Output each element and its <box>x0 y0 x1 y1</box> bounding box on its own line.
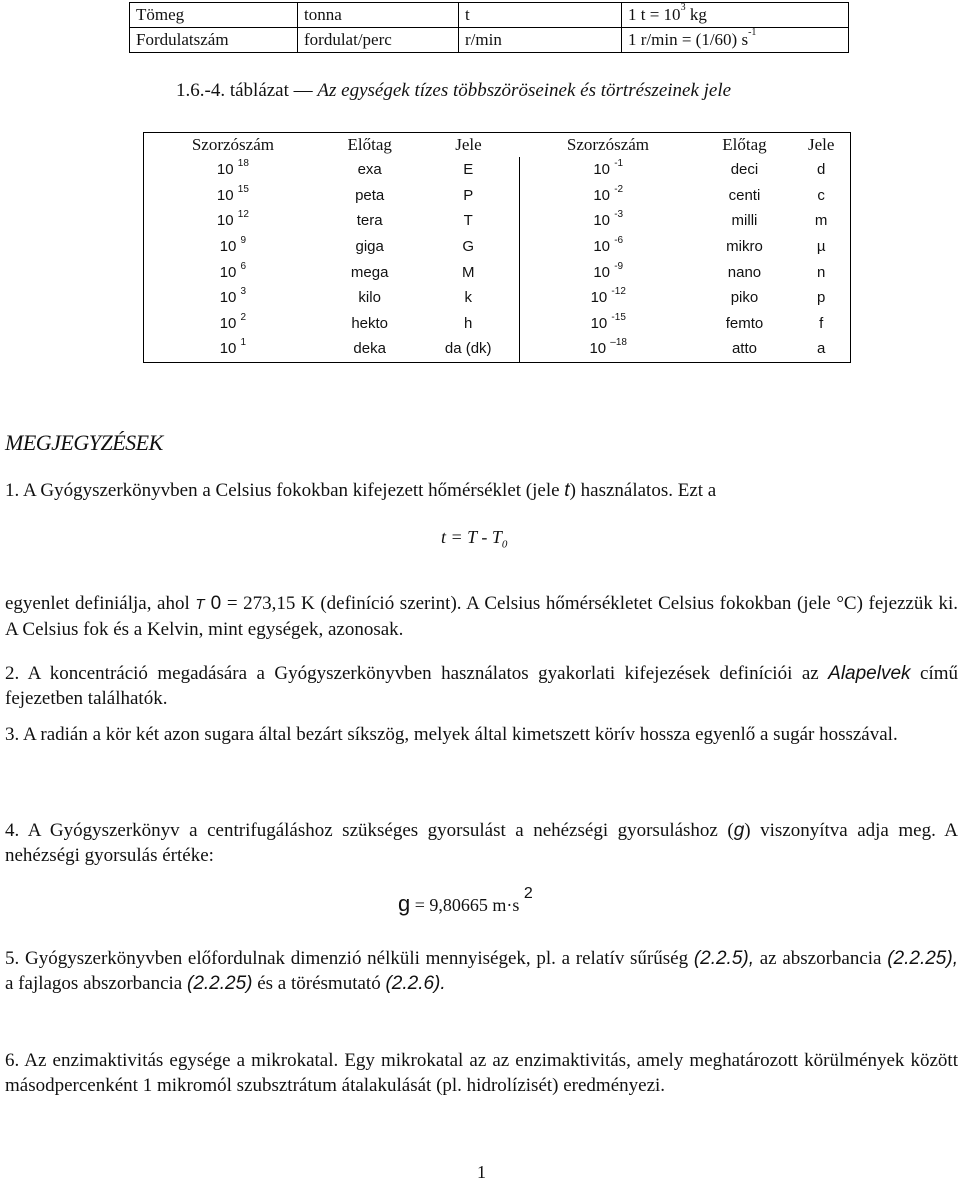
header-symbol: Jele <box>792 133 850 158</box>
prefix-name: femto <box>725 314 764 332</box>
note-1: 1. A Gyógyszerkönyvben a Celsius fokokban kifejezett hőmérséklet (jele t) használatos. Ezt a <box>5 480 717 501</box>
prefix-symbol: E <box>418 157 520 183</box>
prefix-symbol: da (dk) <box>418 336 520 362</box>
note-1-continued: egyenlet definiálja, ahol T 0 = 273,15 K (definíció szerint). A Celsius hőmérsékletet Celsius fokokban (jele °C) fejezzük ki. A Celsius fok és a Kelvin, mint egységek, azonosak. <box>5 593 958 640</box>
note-4: 4. A Gyógyszerkönyv a centrifugáláshoz szükséges gyorsulást a nehézségi gyorsuláshoz (g) viszonyítva adja meg. A nehézségi gyorsulás értéke: <box>5 820 958 866</box>
units-table <box>129 2 849 53</box>
multiplier-neg: 10 $^{-6}$ <box>593 235 624 256</box>
prefix-row <box>144 208 851 234</box>
units-row-mass <box>130 3 849 28</box>
header-prefix: Előtag <box>697 133 793 158</box>
prefix-header-row <box>144 133 851 158</box>
multiplier-pos: 10 $^6$ <box>144 259 322 285</box>
note-2: 2. A koncentráció megadására a Gyógyszerkönyvben használatos gyakorlati kifejezések definíciói az Alapelvek című fejezetben találhatók. <box>5 663 958 709</box>
table-caption <box>176 80 731 102</box>
prefix-symbol: n <box>792 259 850 285</box>
ref-2-2-25b: (2.2.25) <box>187 973 253 994</box>
unit-name: tonna <box>298 3 459 28</box>
ref-2-2-5: (2.2.5), <box>693 948 755 969</box>
prefix-row <box>144 157 851 183</box>
prefix-symbol: P <box>418 183 520 209</box>
prefix-name: exa <box>357 161 382 179</box>
header-prefix: Előtag <box>322 133 418 158</box>
note-5: 5. Gyógyszerkönyvben előfordulnak dimenzió nélküli mennyiségek, pl. a relatív sűrűség (2.2.5), az abszorbancia (2.2.25), a fajlagos abszorbancia (2.2.25) és a törésmutató (2.2.6). <box>5 948 958 994</box>
alapelvek-ref: Alapelvek <box>828 663 911 684</box>
unit-relation: 1 r/min = (1/60) $s^{-1}$ <box>622 28 849 53</box>
prefix-name: kilo <box>358 289 381 307</box>
units-row-rpm <box>130 28 849 53</box>
ref-2-2-25: (2.2.25), <box>887 948 958 969</box>
prefix-symbol: k <box>418 285 520 311</box>
header-symbol: Jele <box>418 133 520 158</box>
prefix-name: nano <box>727 263 762 281</box>
multiplier-neg: 10 $^{-12}$ <box>590 286 626 307</box>
prefix-name: peta <box>355 186 385 204</box>
unit-symbol: r/min <box>459 28 622 53</box>
prefix-row <box>144 311 851 337</box>
prefix-row <box>144 234 851 260</box>
prefix-name: tera <box>356 212 383 230</box>
multiplier-pos: 10 $^{18}$ <box>144 157 322 183</box>
prefix-name: milli <box>731 212 758 230</box>
multiplier-neg: 10 $^{-15}$ <box>590 311 626 332</box>
multiplier-neg: 10 $^{-9}$ <box>593 260 624 281</box>
header-multiplier: Szorzószám <box>144 133 322 158</box>
prefix-name: atto <box>697 336 793 362</box>
prefix-name: deci <box>730 161 759 179</box>
note-3: 3. A radián a kör két azon sugara által bezárt síkszög, melyek által kimetszett körív hossza egyenlő a sugár hosszával. <box>5 724 898 745</box>
unit-quantity: Tömeg <box>130 3 298 28</box>
prefix-symbol: a <box>792 336 850 362</box>
prefix-symbol: h <box>418 311 520 337</box>
prefix-symbol: d <box>792 157 850 183</box>
multiplier-pos: 10 $^1$ <box>144 336 322 362</box>
symbol-g: g <box>733 820 745 841</box>
equation-gravity: g = 9,80665 m·s $^2$ <box>398 885 533 916</box>
multiplier-pos: 10 $^3$ <box>144 285 322 311</box>
prefix-table <box>143 132 851 363</box>
symbol-t: t <box>564 480 570 501</box>
prefix-name: piko <box>730 289 759 307</box>
caption-number: 1.6.-4. táblázat <box>176 80 289 101</box>
multiplier-neg: 10 $^{-18}$ <box>519 336 696 362</box>
header-multiplier: Szorzószám <box>519 133 696 158</box>
prefix-row <box>144 183 851 209</box>
multiplier-pos: 10 $^{15}$ <box>144 183 322 209</box>
multiplier-pos: 10 $^9$ <box>144 234 322 260</box>
prefix-symbol: f <box>792 311 850 337</box>
prefix-row <box>144 259 851 285</box>
prefix-symbol: µ <box>792 234 850 260</box>
prefix-name: hekto <box>351 314 389 332</box>
prefix-symbol: T <box>418 208 520 234</box>
multiplier-neg: 10 $^{-2}$ <box>593 183 624 204</box>
multiplier-neg: 10 $^{-3}$ <box>593 209 624 230</box>
unit-quantity: Fordulatszám <box>130 28 298 53</box>
prefix-symbol: G <box>418 234 520 260</box>
note-6: 6. Az enzimaktivitás egysége a mikrokatal. Egy mikrokatal az az enzimaktivitás, amely meghatározott körülmények között másodpercenként 1 mikromól szubsztrátum átalakulását (pl. hidrolízisét) eredményezi. <box>5 1050 958 1096</box>
prefix-symbol: M <box>418 259 520 285</box>
ref-2-2-6: (2.2.6). <box>385 973 446 994</box>
prefix-name: mikro <box>726 238 763 256</box>
caption-title: Az egységek tízes többszöröseinek és törtrészeinek jele <box>317 80 732 101</box>
page-number: 1 <box>477 1162 486 1182</box>
multiplier-pos: 10 $^{12}$ <box>144 208 322 234</box>
multiplier-pos: 10 $^2$ <box>144 311 322 337</box>
caption-dash: — <box>288 80 318 101</box>
prefix-symbol: p <box>792 285 850 311</box>
unit-symbol: t <box>459 3 622 28</box>
prefix-row <box>144 285 851 311</box>
notes-heading: MEGJEGYZÉSEK <box>5 430 163 455</box>
prefix-row <box>144 336 851 362</box>
prefix-name: giga <box>355 238 384 256</box>
prefix-symbol: c <box>792 183 850 209</box>
prefix-name: deka <box>322 336 418 362</box>
equation-celsius: $t = T - T_0$ <box>441 527 508 551</box>
multiplier-neg: 10 $^{-1}$ <box>593 158 624 179</box>
prefix-symbol: m <box>792 208 850 234</box>
unit-relation: 1 $t = 10^3$ kg <box>622 3 849 28</box>
unit-name: fordulat/perc <box>298 28 459 53</box>
prefix-name: mega <box>350 263 389 281</box>
prefix-name: centi <box>728 186 761 204</box>
